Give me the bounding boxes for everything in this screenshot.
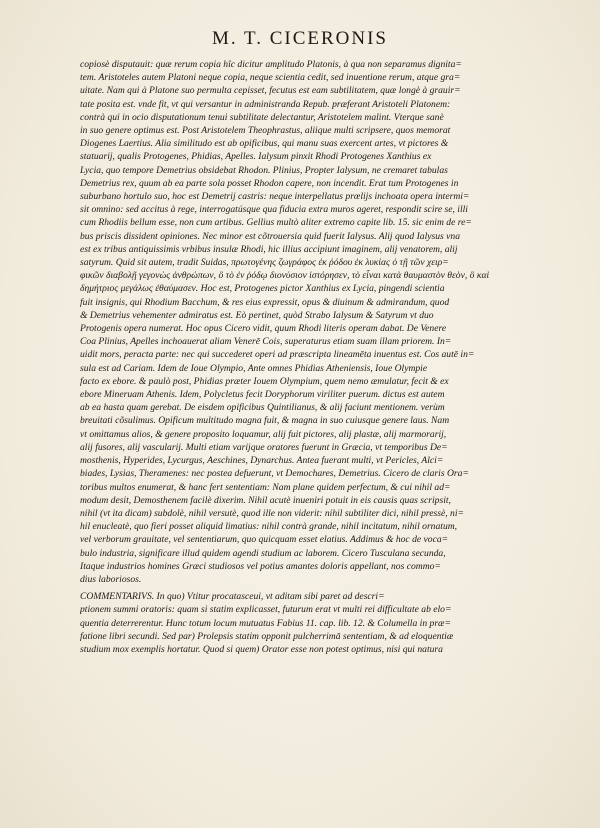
text-line: alij fusores, alij vascularij. Multi etiam varijque oratores fuerunt in Græcia, vt temporibus De= [80, 441, 448, 453]
text-line: ab ea hasta quam gerebat. De eisdem opificibus Quintilianus, & alij faciunt mentionem. verùm [80, 402, 445, 414]
text-line: ebore Mineruam Athenis. Idem, Polycletus fecit Doryphorum viriliter puerum. dictus est autem [80, 389, 445, 401]
text-line: facto ex ebore. & paulò post, Phidias præter Iouem Olympium, quem nemo æmulatur, fecit & ex [80, 375, 449, 387]
text-line: δημήτριος μεγάλως ἐθαύμασεν. Hoc est, Protogenes pictor Xanthius ex Lycia, pingendi scientia [80, 283, 445, 295]
text-line: bulo industria, significare illud quidem agendi studium ac laborem. Cicero Tusculana secunda, [80, 547, 446, 559]
text-line: Lycia, quo tempore Demetrius obsidebat Rhodon. Plinius, Propter Ialysum, ne cremaret tabulas [80, 164, 448, 176]
text-line: uidit mors, peracta parte: nec qui succederet operi ad præscripta lineamēta inuentus est. Cos autē in= [80, 349, 475, 361]
text-line: cum Rhodiis bellum esse, non cum artibus. Gellius multò aliter extremo capite lib. 15. sic enim de re= [80, 217, 472, 229]
commentary-body [80, 58, 570, 586]
text-line: toribus multos enumerat, & hanc fert sententiam: Nam plane quidem perfectum, & cui nihil ad= [80, 481, 451, 493]
text-line: COMMENTARIVS. In quo) Vtitur procatasceui, vt aditam sibi paret ad descri= [80, 591, 385, 603]
text-line: & Demetrius vehementer admiratus est. Eò pertinet, quòd Strabo Ialysum & Satyrum vt duo [80, 309, 434, 321]
text-line: ptionem summi oratoris: quam si statim explicasset, futurum erat vt multi rei difficultate ab elo= [80, 604, 452, 616]
text-line: bus priscis dissident opiniones. Nec minor est cõtrouersia quid fuerit Ialysus. Alij quod Ialysus vna [80, 230, 461, 242]
text-line: studium mox exemplis hortatur. Quod si quem) Orator esse non potest optimus, nisi qui natura [80, 643, 443, 655]
text-line: est ex tribus antiquissimis vrbibus insulæ Rhodi, hic illius accipiunt imaginem, alij venatorem, alij [80, 243, 458, 255]
text-line: Itaque industrios homines Græci studiosos vel potius amantes doloris appellant, nos commo= [80, 560, 441, 572]
text-line: vel verborum grauitate, vel sententiarum, quo quicquam esset elatius. Addimus & hoc de voca= [80, 534, 449, 546]
text-line: Demetrius rex, quum ab ea parte sola posset Rhodon capere, non incendit. Erat tum Protogenes in [80, 177, 459, 189]
text-line: breuitati cõsulimus. Opificum multitudo magna fuit, & magna in suo cuiusque genere laus. Nam [80, 415, 450, 427]
text-line: fatione libri secundi. Sed par) Prolepsis statim opponit pulcherrimā sententiam, & ad eloquentiæ [80, 630, 454, 642]
text-line: tem. Aristoteles autem Platoni neque copia, neque scientia cedit, sed inuentione rerum, atque gra= [80, 72, 461, 84]
text-line: in suo genere optimus est. Post Aristotelem Theophrastus, aliique multi scripsere, quos memorat [80, 125, 451, 137]
main-text [80, 58, 570, 656]
text-line: sit omnino: sed accitus à rege, interrogatúsque qua fiducia extra muros ageret, respondit scire se, illi [80, 204, 468, 216]
text-line: fuit insignis, qui Rhodium Bacchum, & res eius expressit, opus & diuinum & admirandum, quod [80, 296, 450, 308]
text-line: suburbano hortulo suo, hoc est Demetrij castris: neque interpellatus prœlijs inchoata opera intermi= [80, 191, 470, 203]
text-line: Diogenes Laertius. Alia similitudo est ab opificibus, qui manu suas exercent artes, vt pictores & [80, 138, 449, 150]
text-line: nihil (vt ita dicam) subdolè, nihil versutè, quod ille non viderit: nihil subtiliter dici, nihil pressè, ni= [80, 507, 464, 519]
text-line: sula est ad Cariam. Idem de Ioue Olympio, Ante omnes Phidias Atheniensis, Ioue Olympie [80, 362, 428, 374]
text-line: vt omittamus alios, & genere proposito loquamur, alij fuit pictores, alij plastæ, alij marmorarij, [80, 428, 447, 440]
commentarius-section [80, 590, 570, 656]
text-line: copiosè disputauit: quæ rerum copia hîc dicitur amplitudo Platonis, à qua non separamus dignita= [80, 59, 462, 70]
text-line: statuarij, qualis Protogenes, Phidias, Apelles. Ialysum pinxit Rhodi Protogenes Xanthius ex [80, 151, 432, 163]
text-line: dius laboriosos. [80, 573, 142, 585]
text-line: Protogenis opera numerat. Hoc opus Cicero vidit, quum Rhodi literis operam dabat. De Venere [80, 323, 447, 335]
text-line: quentia deterrerentur. Hunc totum locum mutuatus Fabius 11. cap. lib. 12. & Columella in præ= [80, 617, 451, 629]
text-line: hil enucleatè, quo fieri posset aliquid limatius: nihil contrà grande, nihil incitatum, nihil ornatum, [80, 521, 458, 533]
text-line: mosthenis, Hyperides, Lycurgus, Aeschines, Dynarchus. Antea fuerant multi, vt Pericles, Alci= [80, 455, 444, 467]
text-line: φικῶν διαβολῇ γεγονὼς ἀνθρώπων, ὃ τὸ ἐν ῥόδῳ διονύσιον ἱστόρησεν, τὸ εἶναι κατὰ θαυμαστὸν θεὸν, ὃ καὶ [80, 270, 490, 282]
text-line: biades, Lysias, Theramenes: nec postea defuerunt, vt Demochares, Demetrius. Cicero de claris Ora= [80, 468, 469, 480]
text-line: Coa Plinius, Apelles inchoauerat aliam Venerē Cois, superaturus etiam suam illam priorem. In= [80, 336, 452, 348]
text-line: tate posita est. vnde fit, vt qui versantur in administranda Repub. præferant Aristoteli Platonem: [80, 98, 451, 110]
text-line: satyrum. Quid sit autem, tradit Suidas, πρωτογένης ζωγράφος ἐκ ῥόδου ἐκ λυκίας ὁ τῇ τῶν χειρ= [80, 257, 449, 269]
text-line: uitate. Nam qui à Platone suo permulta cepisset, fecutus est eam subtilitatem, quæ longè à grauir= [80, 85, 461, 97]
text-line: modum desit, Demosthenem facilè dixerim. Nihil acutè inueniri potuit in eis causis quas scripsit, [80, 494, 451, 506]
running-head: M. T. CICERONIS [211, 28, 389, 49]
text-line: contrà qui in ocio disputationum tenui subtilitate delectantur, Aristotelem malint. Vterque sanè [80, 111, 444, 123]
